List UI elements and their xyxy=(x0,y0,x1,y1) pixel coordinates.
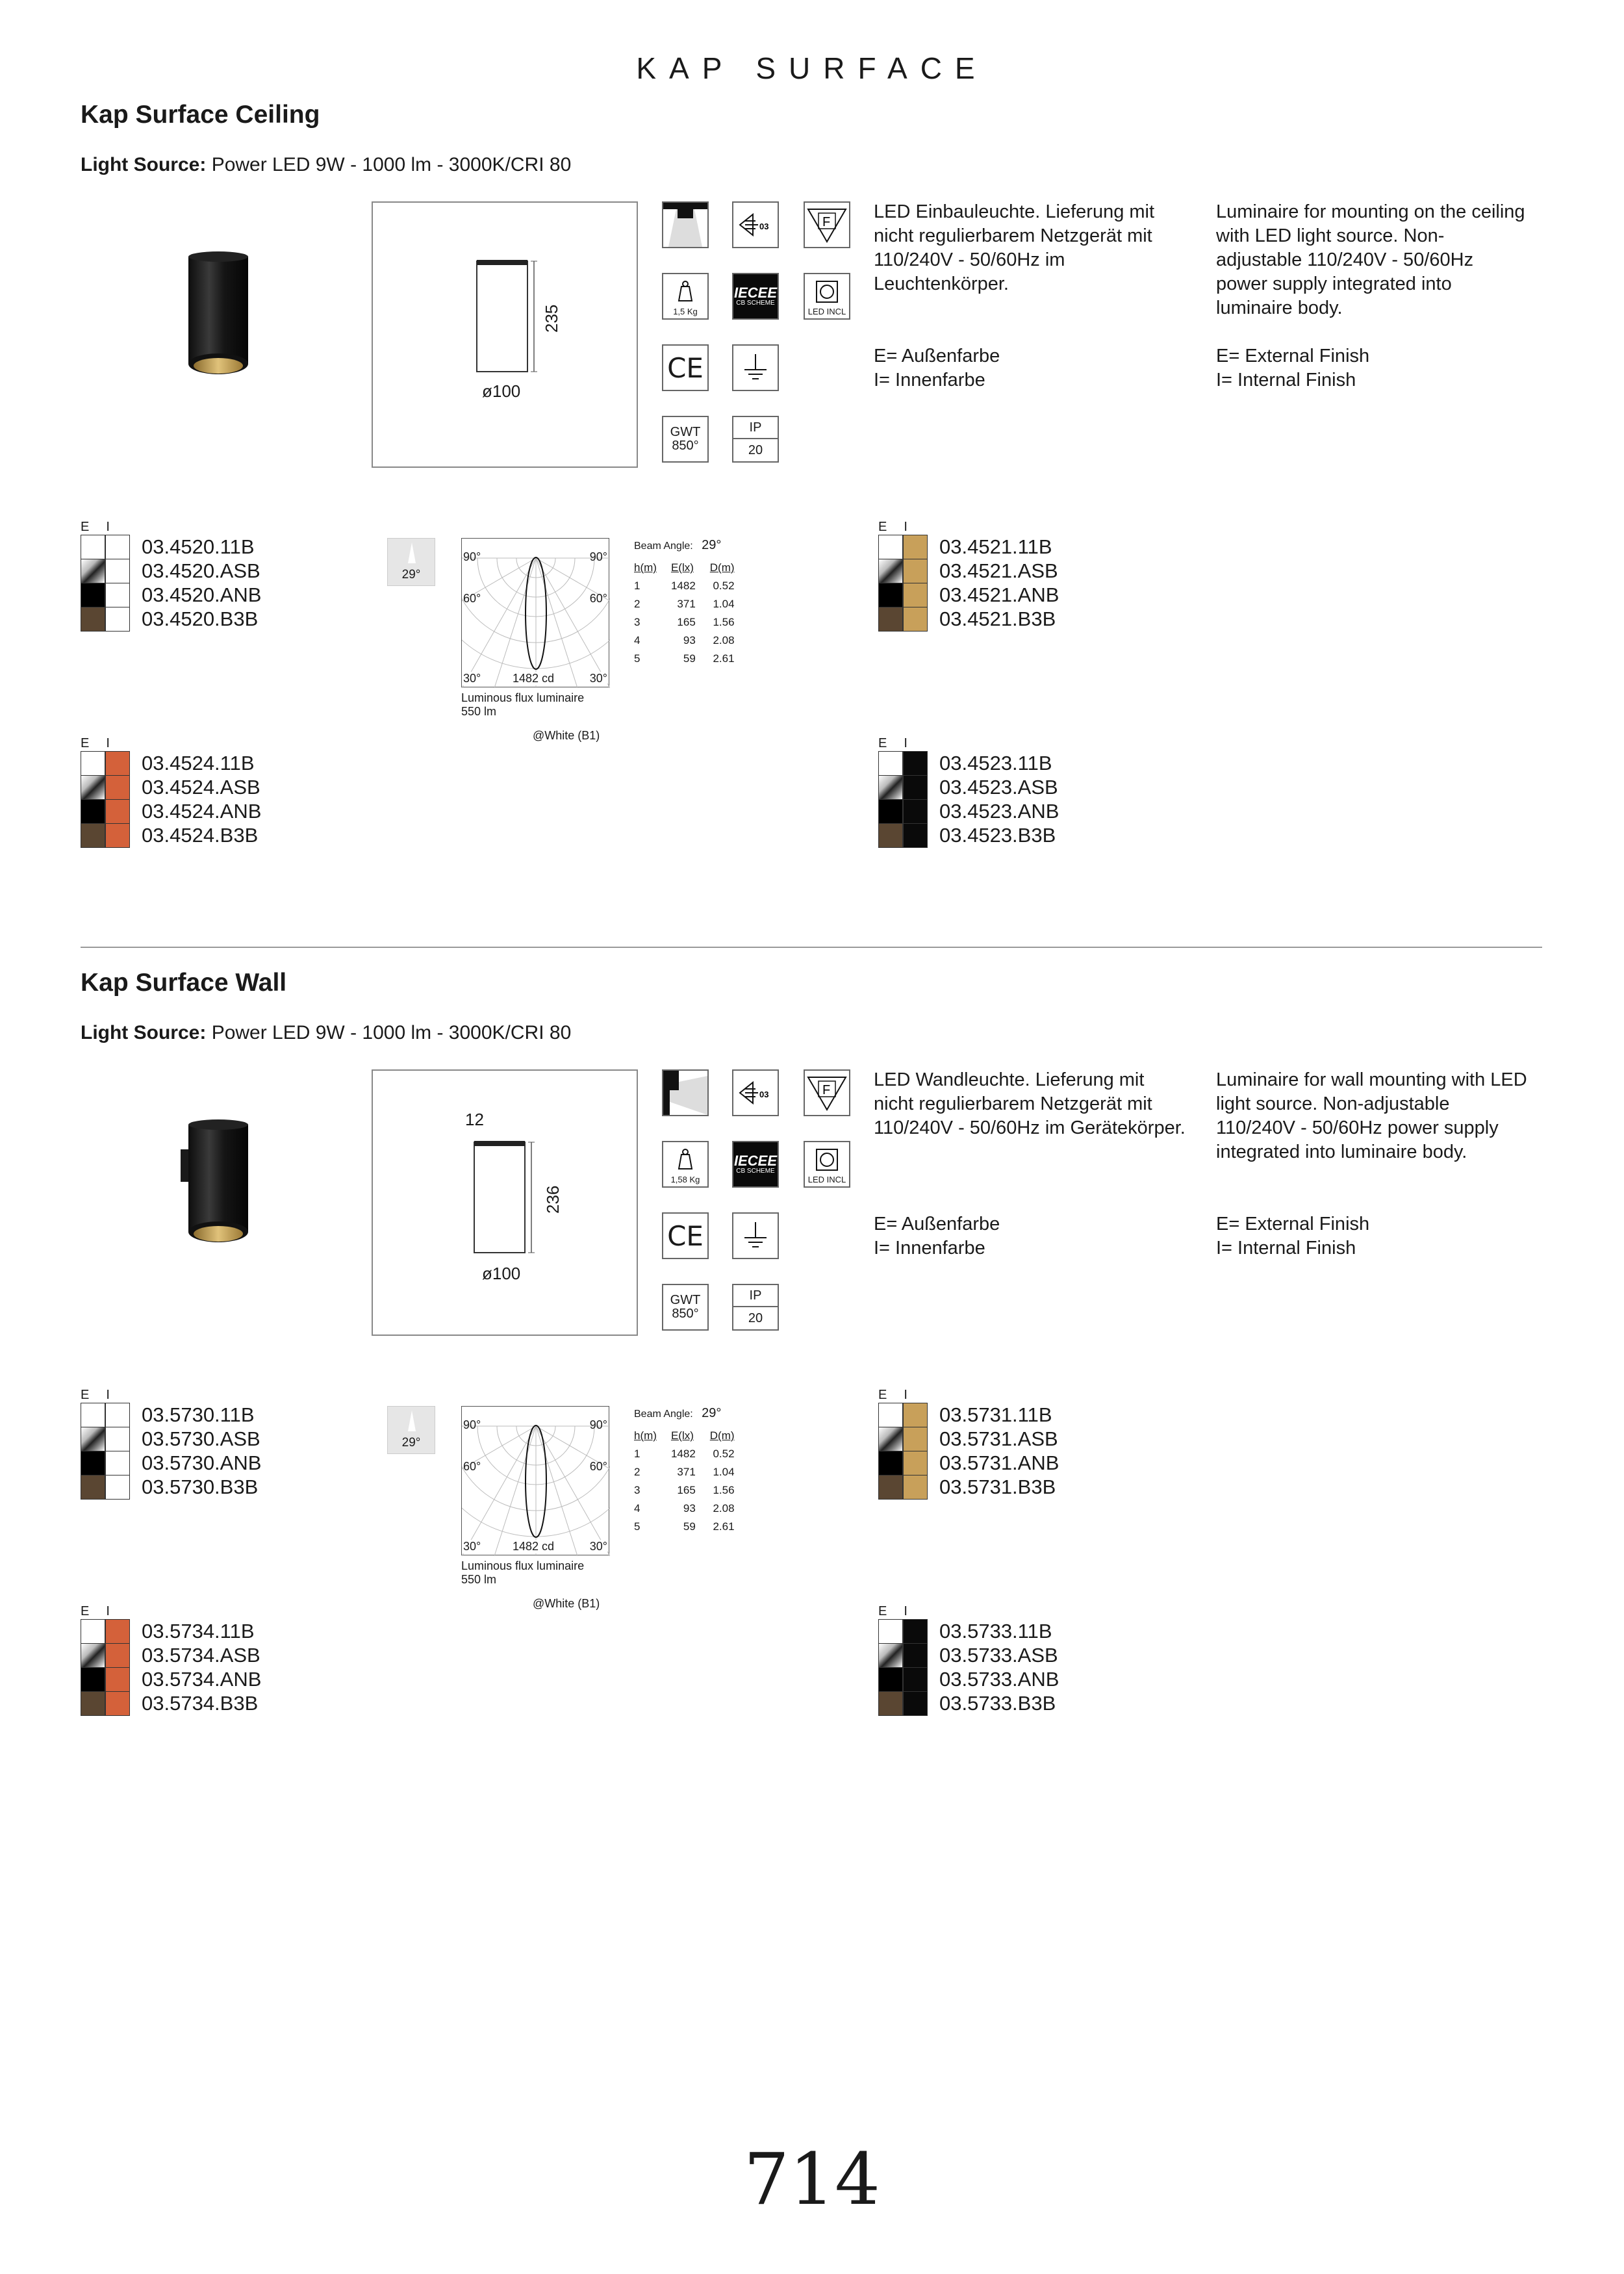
finish-row xyxy=(878,1619,1059,1643)
product-code: 03.4521.11B xyxy=(939,535,1052,558)
finish-header: EI xyxy=(81,1388,127,1402)
external-finish-swatch xyxy=(81,1475,105,1500)
product-code: 03.5731.ANB xyxy=(939,1451,1059,1474)
svg-text:03: 03 xyxy=(759,222,769,231)
product-code: 03.5733.11B xyxy=(939,1620,1052,1642)
finish-header: EI xyxy=(81,520,127,534)
ip-label: IP xyxy=(733,1284,778,1307)
candela-value: 1482 cd xyxy=(513,672,555,685)
internal-finish-swatch xyxy=(105,583,130,607)
internal-finish-swatch xyxy=(105,607,130,632)
internal-finish-swatch xyxy=(903,1427,928,1451)
ip-label: IP xyxy=(733,416,778,439)
iecee-sub: CB SCHEME xyxy=(736,300,775,307)
finish-row xyxy=(81,1403,261,1427)
finish-row xyxy=(878,559,1059,583)
angle-30-right: 30° xyxy=(589,672,607,685)
finish-row xyxy=(81,1619,261,1643)
finish-header: EI xyxy=(81,736,127,750)
finish-row xyxy=(878,823,1059,847)
illuminance-table: h(m) E(lx) D(m) 1 1482 0.52 2 371 1.04 3 165 1.56 4 93 2.08 5 59 2.61 xyxy=(634,561,735,665)
external-finish-swatch xyxy=(81,823,105,848)
earth-ground-icon xyxy=(732,1212,779,1259)
internal-finish-swatch xyxy=(105,1667,130,1692)
internal-finish-swatch xyxy=(105,1427,130,1451)
beam-angle-text: Beam Angle: 29° xyxy=(634,538,722,552)
external-finish-swatch xyxy=(878,1667,903,1692)
white-note: @White (B1) xyxy=(533,729,600,742)
finish-header: EI xyxy=(878,736,924,750)
finish-group xyxy=(878,1604,1059,1715)
finish-row xyxy=(878,583,1059,607)
product-code: 03.4520.ANB xyxy=(142,583,262,606)
gwt-icon xyxy=(662,416,709,463)
external-finish-swatch xyxy=(81,583,105,607)
product-code: 03.4523.ASB xyxy=(939,776,1058,798)
f-mark-icon xyxy=(804,201,850,248)
finish-group xyxy=(81,736,261,847)
product-code: 03.4524.ASB xyxy=(142,776,260,798)
height-dimension: 235 xyxy=(542,304,561,333)
light-source-label: Light Source: xyxy=(81,1022,207,1043)
internal-finish-swatch xyxy=(903,751,928,776)
internal-finish-swatch xyxy=(903,799,928,824)
diameter-dimension: ø100 xyxy=(482,381,521,401)
finish-row xyxy=(81,775,261,799)
light-source-label: Light Source: xyxy=(81,154,207,175)
angle-90-left: 90° xyxy=(463,550,481,563)
product-code: 03.5733.ANB xyxy=(939,1668,1059,1691)
product-code: 03.5730.11B xyxy=(142,1403,255,1426)
section-wall xyxy=(0,868,1624,1810)
internal-finish-swatch xyxy=(903,1403,928,1427)
external-finish-swatch xyxy=(81,751,105,776)
external-finish-swatch xyxy=(878,583,903,607)
beam-angle-icon xyxy=(387,538,435,586)
internal-finish-swatch xyxy=(105,823,130,848)
angle-90-right: 90° xyxy=(589,1418,607,1431)
weight-value: 1,5 Kg xyxy=(673,307,698,316)
finish-row xyxy=(81,751,261,775)
page-title: KAP SURFACE xyxy=(636,51,988,85)
product-code: 03.5734.ANB xyxy=(142,1668,262,1691)
external-finish-swatch xyxy=(81,1643,105,1668)
external-finish-swatch xyxy=(81,535,105,559)
finish-row xyxy=(81,1643,261,1667)
product-code: 03.5734.B3B xyxy=(142,1692,259,1715)
external-finish-swatch xyxy=(81,559,105,583)
internal-finish-swatch xyxy=(903,1691,928,1716)
product-code: 03.5731.B3B xyxy=(939,1476,1056,1498)
ce-mark-icon xyxy=(662,1212,709,1259)
iecee-icon xyxy=(732,1141,779,1188)
finish-row xyxy=(878,1427,1059,1451)
ip-value: 20 xyxy=(748,1311,763,1325)
finish-row xyxy=(81,535,261,559)
product-code: 03.4520.11B xyxy=(142,535,255,558)
internal-finish-swatch xyxy=(105,1619,130,1644)
finish-row xyxy=(81,583,261,607)
finish-legend-de: E= Außenfarbe I= Innenfarbe xyxy=(874,346,1000,390)
dimension-drawing xyxy=(372,1069,638,1336)
iecee-text: IECEE xyxy=(733,1153,778,1169)
external-finish-swatch xyxy=(878,1427,903,1451)
energy-class-icon xyxy=(732,201,779,248)
product-code: 03.5730.ANB xyxy=(142,1451,262,1474)
diameter-dimension: ø100 xyxy=(482,1264,521,1283)
illuminance-table: h(m) E(lx) D(m) 1 1482 0.52 2 371 1.04 3 165 1.56 4 93 2.08 5 59 2.61 xyxy=(634,1429,735,1533)
product-code: 03.5733.ASB xyxy=(939,1644,1058,1667)
internal-finish-swatch xyxy=(105,1643,130,1668)
external-finish-swatch xyxy=(878,775,903,800)
internal-finish-swatch xyxy=(105,559,130,583)
finish-row xyxy=(81,559,261,583)
product-code: 03.5733.B3B xyxy=(939,1692,1056,1715)
product-code: 03.4521.B3B xyxy=(939,607,1056,630)
white-note: @White (B1) xyxy=(533,1597,600,1610)
internal-finish-swatch xyxy=(903,535,928,559)
internal-finish-swatch xyxy=(903,1619,928,1644)
angle-60-left: 60° xyxy=(463,592,481,605)
finish-row xyxy=(81,1691,261,1715)
section-ceiling xyxy=(0,0,1624,942)
finish-legend-en: E= External Finish I= Internal Finish xyxy=(1216,1214,1370,1258)
dimension-drawing xyxy=(372,201,638,468)
product-image xyxy=(175,1118,260,1248)
weight-value: 1,58 Kg xyxy=(670,1175,700,1184)
external-finish-swatch xyxy=(878,559,903,583)
page-number: 714 xyxy=(744,2138,880,2221)
luminous-flux: Luminous flux luminaire 550 lm xyxy=(461,691,585,718)
finish-row xyxy=(878,1643,1059,1667)
product-code: 03.5730.B3B xyxy=(142,1476,259,1498)
gwt-temp: 850° xyxy=(672,1307,699,1321)
polar-diagram xyxy=(461,1406,609,1555)
internal-finish-swatch xyxy=(903,607,928,632)
ce-mark-icon xyxy=(662,344,709,391)
mounting-icon xyxy=(662,201,709,248)
finish-group xyxy=(878,736,1059,847)
finish-row xyxy=(81,823,261,847)
weight-icon xyxy=(662,273,709,320)
internal-finish-swatch xyxy=(105,1403,130,1427)
angle-60-right: 60° xyxy=(589,1460,607,1473)
external-finish-swatch xyxy=(878,1451,903,1476)
product-code: 03.4523.ANB xyxy=(939,800,1059,823)
product-code: 03.5734.ASB xyxy=(142,1644,260,1667)
ip-rating-icon xyxy=(732,416,779,463)
external-finish-swatch xyxy=(878,1691,903,1716)
candela-value: 1482 cd xyxy=(513,1540,555,1553)
external-finish-swatch xyxy=(878,1403,903,1427)
internal-finish-swatch xyxy=(903,775,928,800)
product-code: 03.4524.11B xyxy=(142,752,255,774)
product-code: 03.4524.B3B xyxy=(142,824,259,847)
finish-row xyxy=(81,1427,261,1451)
internal-finish-swatch xyxy=(105,1451,130,1476)
external-finish-swatch xyxy=(878,823,903,848)
internal-finish-swatch xyxy=(105,1475,130,1500)
iecee-icon xyxy=(732,273,779,320)
finish-row xyxy=(878,607,1059,631)
finish-legend-de: E= Außenfarbe I= Innenfarbe xyxy=(874,1214,1000,1258)
led-incl-icon xyxy=(804,1141,850,1188)
light-source-value: Power LED 9W - 1000 lm - 3000K/CRI 80 xyxy=(211,154,572,175)
external-finish-swatch xyxy=(81,607,105,632)
internal-finish-swatch xyxy=(903,559,928,583)
section-title: Kap Surface Wall xyxy=(81,969,287,997)
finish-group xyxy=(878,520,1059,631)
product-code: 03.4521.ANB xyxy=(939,583,1059,606)
external-finish-swatch xyxy=(81,1403,105,1427)
finish-row xyxy=(878,1475,1059,1499)
angle-30-left: 30° xyxy=(463,672,481,685)
internal-finish-swatch xyxy=(105,751,130,776)
external-finish-swatch xyxy=(878,1643,903,1668)
internal-finish-swatch xyxy=(903,823,928,848)
internal-finish-swatch xyxy=(903,1451,928,1476)
light-source xyxy=(81,154,571,176)
finish-row xyxy=(81,1475,261,1499)
beam-angle-icon xyxy=(387,1406,435,1454)
angle-60-left: 60° xyxy=(463,1460,481,1473)
gwt-icon xyxy=(662,1284,709,1331)
svg-text:F: F xyxy=(822,215,831,229)
svg-text:F: F xyxy=(822,1083,831,1097)
offset-dimension: 12 xyxy=(465,1110,484,1129)
gwt-label: GWT xyxy=(670,425,701,439)
external-finish-swatch xyxy=(81,1691,105,1716)
product-code: 03.4523.11B xyxy=(939,752,1052,774)
gwt-label: GWT xyxy=(670,1293,701,1307)
beam-angle-text: Beam Angle: 29° xyxy=(634,1406,722,1420)
finish-group xyxy=(81,520,261,631)
angle-60-right: 60° xyxy=(589,592,607,605)
svg-text:03: 03 xyxy=(759,1090,769,1099)
weight-icon xyxy=(662,1141,709,1188)
description-en: Luminaire for mounting on the ceiling with LED light source. Non-adjustable 110/240V - 50/60Hz power supply integrated into luminaire body. xyxy=(1216,201,1525,318)
energy-class-icon xyxy=(732,1069,779,1116)
finish-row xyxy=(81,1451,261,1475)
product-code: 03.4523.B3B xyxy=(939,824,1056,847)
angle-90-left: 90° xyxy=(463,1418,481,1431)
description-en: Luminaire for wall mounting with LED light source. Non-adjustable 110/240V - 50/60Hz power supply integrated into luminaire body. xyxy=(1216,1069,1527,1162)
finish-row xyxy=(878,1451,1059,1475)
external-finish-swatch xyxy=(81,1427,105,1451)
angle-30-right: 30° xyxy=(589,1540,607,1553)
angle-90-right: 90° xyxy=(589,550,607,563)
internal-finish-swatch xyxy=(105,799,130,824)
polar-diagram xyxy=(461,538,609,687)
finish-header: EI xyxy=(81,1604,127,1618)
finish-row xyxy=(81,1667,261,1691)
f-mark-icon xyxy=(804,1069,850,1116)
finish-group xyxy=(878,1388,1059,1499)
finish-row xyxy=(878,775,1059,799)
iecee-text: IECEE xyxy=(733,285,778,301)
light-source-value: Power LED 9W - 1000 lm - 3000K/CRI 80 xyxy=(211,1022,572,1043)
finish-row xyxy=(878,751,1059,775)
finish-row xyxy=(878,535,1059,559)
beam-icon-label: 29° xyxy=(401,1436,421,1450)
product-code: 03.5730.ASB xyxy=(142,1427,260,1450)
internal-finish-swatch xyxy=(105,775,130,800)
height-dimension: 236 xyxy=(543,1185,563,1214)
led-incl-icon xyxy=(804,273,850,320)
product-code: 03.4520.ASB xyxy=(142,559,260,582)
light-source xyxy=(81,1022,571,1044)
ce-text: CE xyxy=(667,1220,704,1252)
finish-group xyxy=(81,1388,261,1499)
finish-row xyxy=(81,799,261,823)
finish-row xyxy=(878,1667,1059,1691)
internal-finish-swatch xyxy=(105,1691,130,1716)
external-finish-swatch xyxy=(878,1619,903,1644)
description-de: LED Wandleuchte. Lieferung mit nicht regulierbarem Netzgerät mit 110/240V - 50/60Hz im Gerätekörper. xyxy=(874,1069,1186,1138)
product-code: 03.5731.ASB xyxy=(939,1427,1058,1450)
external-finish-swatch xyxy=(878,607,903,632)
external-finish-swatch xyxy=(81,799,105,824)
finish-row xyxy=(878,1691,1059,1715)
finish-header: EI xyxy=(878,520,924,534)
iecee-sub: CB SCHEME xyxy=(736,1168,775,1175)
earth-ground-icon xyxy=(732,344,779,391)
internal-finish-swatch xyxy=(903,1667,928,1692)
led-incl-label: LED INCL xyxy=(807,1175,846,1184)
product-code: 03.5731.11B xyxy=(939,1403,1052,1426)
internal-finish-swatch xyxy=(105,535,130,559)
external-finish-swatch xyxy=(878,535,903,559)
beam-icon-label: 29° xyxy=(401,568,421,581)
internal-finish-swatch xyxy=(903,1475,928,1500)
finish-row xyxy=(878,1403,1059,1427)
external-finish-swatch xyxy=(878,799,903,824)
finish-group xyxy=(81,1604,261,1715)
finish-header: EI xyxy=(878,1388,924,1402)
internal-finish-swatch xyxy=(903,583,928,607)
ce-text: CE xyxy=(667,351,704,384)
external-finish-swatch xyxy=(81,1667,105,1692)
angle-30-left: 30° xyxy=(463,1540,481,1553)
product-code: 03.4521.ASB xyxy=(939,559,1058,582)
product-code: 03.4524.ANB xyxy=(142,800,262,823)
ip-value: 20 xyxy=(748,443,763,457)
external-finish-swatch xyxy=(81,775,105,800)
luminous-flux: Luminous flux luminaire 550 lm xyxy=(461,1559,585,1586)
finish-header: EI xyxy=(878,1604,924,1618)
product-code: 03.4520.B3B xyxy=(142,607,259,630)
internal-finish-swatch xyxy=(903,1643,928,1668)
finish-legend-en: E= External Finish I= Internal Finish xyxy=(1216,346,1370,390)
external-finish-swatch xyxy=(878,1475,903,1500)
gwt-temp: 850° xyxy=(672,439,699,453)
product-image xyxy=(175,250,260,380)
external-finish-swatch xyxy=(81,1451,105,1476)
mounting-icon xyxy=(662,1069,709,1116)
product-code: 03.5734.11B xyxy=(142,1620,255,1642)
finish-row xyxy=(878,799,1059,823)
led-incl-label: LED INCL xyxy=(807,307,846,316)
external-finish-swatch xyxy=(81,1619,105,1644)
external-finish-swatch xyxy=(878,751,903,776)
finish-row xyxy=(81,607,261,631)
ip-rating-icon xyxy=(732,1284,779,1331)
description-de: LED Einbauleuchte. Lieferung mit nicht regulierbarem Netzgerät mit 110/240V - 50/60Hz im Leuchtenkörper. xyxy=(874,201,1155,294)
section-title: Kap Surface Ceiling xyxy=(81,101,320,129)
